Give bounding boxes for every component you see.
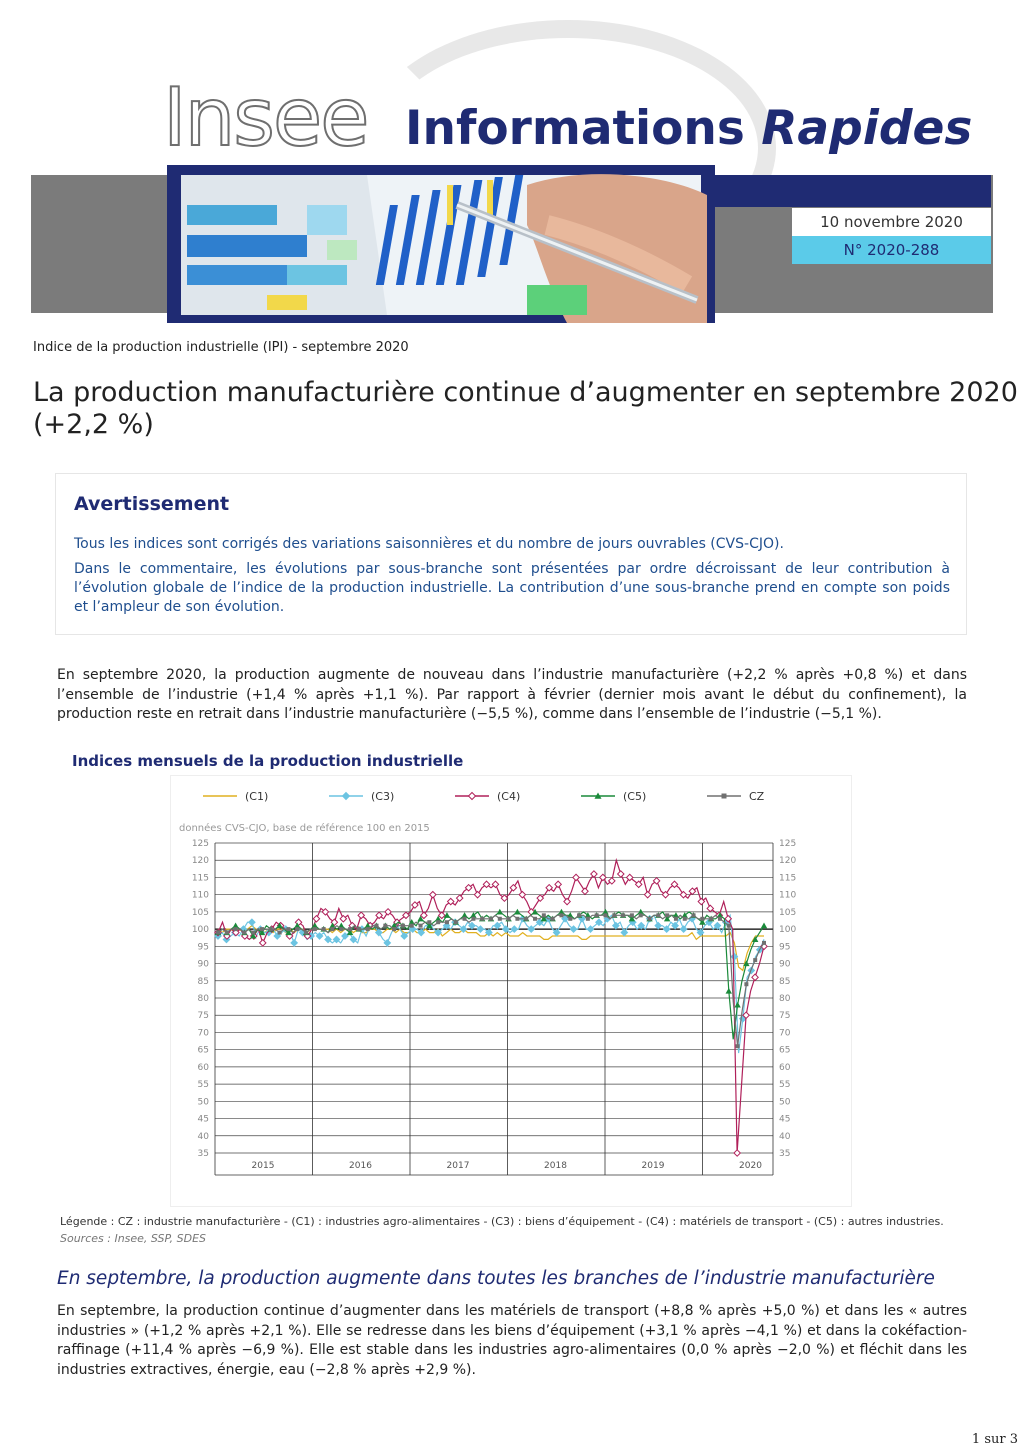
- data-point: [582, 888, 588, 894]
- publication-title-italic: Rapides: [761, 101, 973, 156]
- data-point: [278, 931, 282, 935]
- data-point: [401, 924, 405, 928]
- document-subtitle: Indice de la production industrielle (IPI) - septembre 2020: [33, 340, 409, 355]
- data-point: [291, 940, 297, 946]
- data-point: [456, 895, 462, 901]
- data-point: [573, 874, 579, 880]
- page-number: 1 sur 3: [971, 1432, 1018, 1447]
- y-tick-label-left: 100: [191, 925, 209, 936]
- legend-marker: [343, 793, 350, 800]
- legend-label: (C3): [371, 790, 395, 803]
- data-point: [639, 913, 643, 917]
- data-point: [242, 931, 246, 935]
- data-point: [753, 958, 757, 962]
- data-point: [507, 917, 511, 921]
- y-tick-label-right: 80: [779, 994, 791, 1004]
- y-tick-label-left: 95: [197, 942, 209, 953]
- data-point: [260, 940, 266, 946]
- y-tick-label-right: 105: [779, 907, 797, 918]
- data-point: [322, 927, 326, 931]
- chart-legend-note: Légende : CZ : industrie manufacturière - (C1) : industries agro-alimentaires - (C3) : biens d’équipement - (C4) : matériels de transport - (C5) : autres industries.: [60, 1215, 944, 1228]
- chart-source: Sources : Insee, SSP, SDES: [60, 1232, 206, 1245]
- data-point: [392, 927, 396, 931]
- data-point: [542, 913, 546, 917]
- data-point: [339, 927, 343, 931]
- header-strip: [715, 175, 991, 207]
- data-point: [225, 931, 229, 935]
- section-paragraph: En septembre, la production continue d’augmenter dans les matériels de transport (+8,8 % après +5,0 %) et dans les « autres industries » (+1,2 % après +2,1 %). Elle se redresse dans les biens d’équipement (+3,1 % après −4,1 %) et dans la cokéfaction-raffinage (+11,4 % après −6,9 %). Elle est stable dans les industries agro-alimentaires (0,0 % après −2,0 %) et fléchit dans les industries extractives, énergie, eau (−2,8 % après +2,9 %).: [57, 1303, 967, 1378]
- data-point: [375, 924, 379, 928]
- chart-title: Indices mensuels de la production industrielle: [72, 752, 464, 770]
- data-point: [621, 929, 627, 935]
- y-tick-label-right: 115: [779, 873, 797, 884]
- y-tick-label-left: 70: [197, 1028, 209, 1039]
- y-tick-label-left: 50: [197, 1097, 209, 1108]
- y-tick-label-right: 65: [779, 1045, 791, 1056]
- y-tick-label-right: 50: [779, 1097, 791, 1108]
- data-point: [644, 891, 650, 897]
- data-point: [471, 917, 475, 921]
- data-point: [383, 924, 387, 928]
- data-point: [551, 917, 555, 921]
- chart-subtitle: données CVS-CJO, base de référence 100 en 2015: [179, 823, 430, 834]
- y-tick-label-right: 95: [779, 942, 791, 953]
- data-point: [480, 917, 484, 921]
- insee-logo: Insee: [163, 71, 368, 164]
- data-point: [295, 927, 299, 931]
- y-tick-label-left: 40: [197, 1131, 209, 1142]
- x-tick-label: 2019: [641, 1161, 665, 1171]
- data-point: [454, 920, 458, 924]
- x-tick-label: 2016: [349, 1161, 372, 1171]
- y-tick-label-right: 60: [779, 1062, 791, 1073]
- data-point: [251, 931, 255, 935]
- x-tick-label: 2017: [446, 1161, 470, 1171]
- page-title: La production manufacturière continue d’augmenter en septembre 2020 (+2,2 %): [33, 377, 1018, 440]
- chart-photo-illustration: [167, 165, 715, 323]
- y-tick-label-right: 100: [779, 925, 797, 936]
- data-point: [419, 924, 423, 928]
- series-line-c4: [218, 860, 764, 1153]
- data-point: [555, 881, 561, 887]
- data-point: [249, 919, 255, 925]
- legend-label: (C4): [497, 790, 521, 803]
- legend-marker: [722, 794, 727, 799]
- data-point: [313, 927, 317, 931]
- data-point: [709, 917, 713, 921]
- data-point: [612, 913, 616, 917]
- y-tick-label-left: 65: [197, 1045, 209, 1056]
- data-point: [489, 917, 493, 921]
- data-point: [463, 917, 467, 921]
- y-tick-label-right: 120: [779, 856, 797, 867]
- data-point: [533, 917, 537, 921]
- data-point: [519, 891, 525, 897]
- y-tick-label-left: 125: [191, 839, 209, 849]
- y-tick-label-left: 115: [191, 873, 209, 884]
- data-point: [498, 917, 502, 921]
- data-point: [727, 924, 731, 928]
- header-photo: [167, 165, 715, 323]
- data-point: [692, 913, 696, 917]
- data-point: [330, 927, 334, 931]
- warning-paragraph-1: Tous les indices sont corrigés des variations saisonnières et du nombre de jours ouvrables (CVS-CJO).: [74, 536, 784, 552]
- production-index-chart: [171, 776, 851, 1206]
- warning-title: Avertissement: [74, 493, 230, 515]
- y-tick-label-left: 80: [197, 994, 209, 1004]
- data-point: [269, 927, 273, 931]
- data-point: [510, 885, 516, 891]
- y-tick-label-left: 90: [197, 959, 209, 970]
- data-point: [474, 891, 480, 897]
- data-point: [665, 913, 669, 917]
- data-point: [726, 988, 732, 994]
- data-point: [744, 982, 748, 986]
- y-tick-label-left: 35: [197, 1149, 209, 1159]
- y-tick-label-right: 70: [779, 1028, 791, 1039]
- x-tick-label: 2015: [251, 1161, 275, 1171]
- data-point: [313, 916, 319, 922]
- data-point: [761, 922, 767, 928]
- data-point: [762, 941, 766, 945]
- data-point: [524, 917, 528, 921]
- data-point: [366, 927, 370, 931]
- data-point: [430, 891, 436, 897]
- publication-title: [405, 101, 973, 156]
- data-point: [630, 913, 634, 917]
- y-tick-label-right: 85: [779, 976, 791, 987]
- y-tick-label-left: 110: [191, 890, 209, 901]
- data-point: [595, 913, 599, 917]
- data-point: [586, 917, 590, 921]
- data-point: [357, 927, 361, 931]
- legend-marker: [469, 793, 476, 800]
- data-point: [680, 926, 686, 932]
- legend-label: (C1): [245, 790, 269, 803]
- y-tick-label-right: 55: [779, 1080, 791, 1091]
- y-tick-label-left: 120: [191, 856, 209, 867]
- data-point: [718, 917, 722, 921]
- data-point: [568, 917, 572, 921]
- legend-label: CZ: [749, 790, 765, 803]
- y-tick-label-right: 125: [779, 839, 797, 849]
- y-tick-label-right: 110: [779, 890, 797, 901]
- data-point: [577, 913, 581, 917]
- x-tick-label: 2018: [544, 1161, 567, 1171]
- data-point: [734, 1002, 740, 1008]
- y-tick-label-left: 45: [197, 1114, 209, 1125]
- data-point: [348, 927, 352, 931]
- y-tick-label-left: 55: [197, 1080, 209, 1091]
- data-point: [674, 917, 678, 921]
- data-point: [436, 920, 440, 924]
- section-heading: En septembre, la production augmente dans toutes les branches de l’industrie manufacturière: [57, 1268, 935, 1289]
- intro-paragraph: En septembre 2020, la production augmente de nouveau dans l’industrie manufacturière (+2,2 % après +0,8 %) et dans l’ensemble de l’industrie (+1,4 % après +1,1 %). Par rapport à février (dernier mois avant le début du confinement), la production reste en retrait dans l’industrie manufacturière (−5,5 %), comme dans l’ensemble de l’industrie (−5,1 %).: [57, 667, 967, 722]
- data-point: [648, 917, 652, 921]
- data-point: [683, 917, 687, 921]
- warning-paragraph-2: Dans le commentaire, les évolutions par sous-branche sont présentées par ordre décroissant de leur contribution à l’évolution globale de l’indice de la production industrielle. La contribution d’une sous-branche prend en compte son poids et l’ampleur de son évolution.: [74, 561, 950, 615]
- chart-container: [170, 775, 852, 1207]
- data-point: [427, 920, 431, 924]
- y-tick-label-right: 90: [779, 959, 791, 970]
- publication-number: N° 2020-288: [792, 236, 991, 264]
- y-tick-label-left: 85: [197, 976, 209, 987]
- data-point: [445, 920, 449, 924]
- data-point: [752, 974, 758, 980]
- data-point: [260, 927, 264, 931]
- data-point: [564, 898, 570, 904]
- y-tick-label-left: 75: [197, 1011, 209, 1022]
- data-point: [559, 913, 563, 917]
- data-point: [618, 871, 624, 877]
- data-point: [234, 927, 238, 931]
- data-point: [286, 927, 290, 931]
- x-tick-label: 2020: [739, 1161, 762, 1171]
- y-tick-label-right: 40: [779, 1131, 791, 1142]
- data-point: [700, 917, 704, 921]
- y-tick-label-left: 105: [191, 907, 209, 918]
- data-point: [656, 913, 660, 917]
- data-point: [603, 913, 607, 917]
- data-point: [736, 1044, 740, 1048]
- publication-date: 10 novembre 2020: [792, 208, 991, 236]
- data-point: [621, 913, 625, 917]
- data-point: [216, 931, 220, 935]
- data-point: [591, 871, 597, 877]
- y-tick-label-left: 60: [197, 1062, 209, 1073]
- data-point: [655, 922, 661, 928]
- y-tick-label-right: 45: [779, 1114, 791, 1125]
- publication-title-regular: Informations: [405, 101, 745, 156]
- data-point: [734, 1150, 740, 1156]
- y-tick-label-right: 75: [779, 1011, 791, 1022]
- data-point: [304, 931, 308, 935]
- legend-label: (C5): [623, 790, 647, 803]
- y-tick-label-right: 35: [779, 1149, 791, 1159]
- data-point: [515, 917, 519, 921]
- data-point: [410, 924, 414, 928]
